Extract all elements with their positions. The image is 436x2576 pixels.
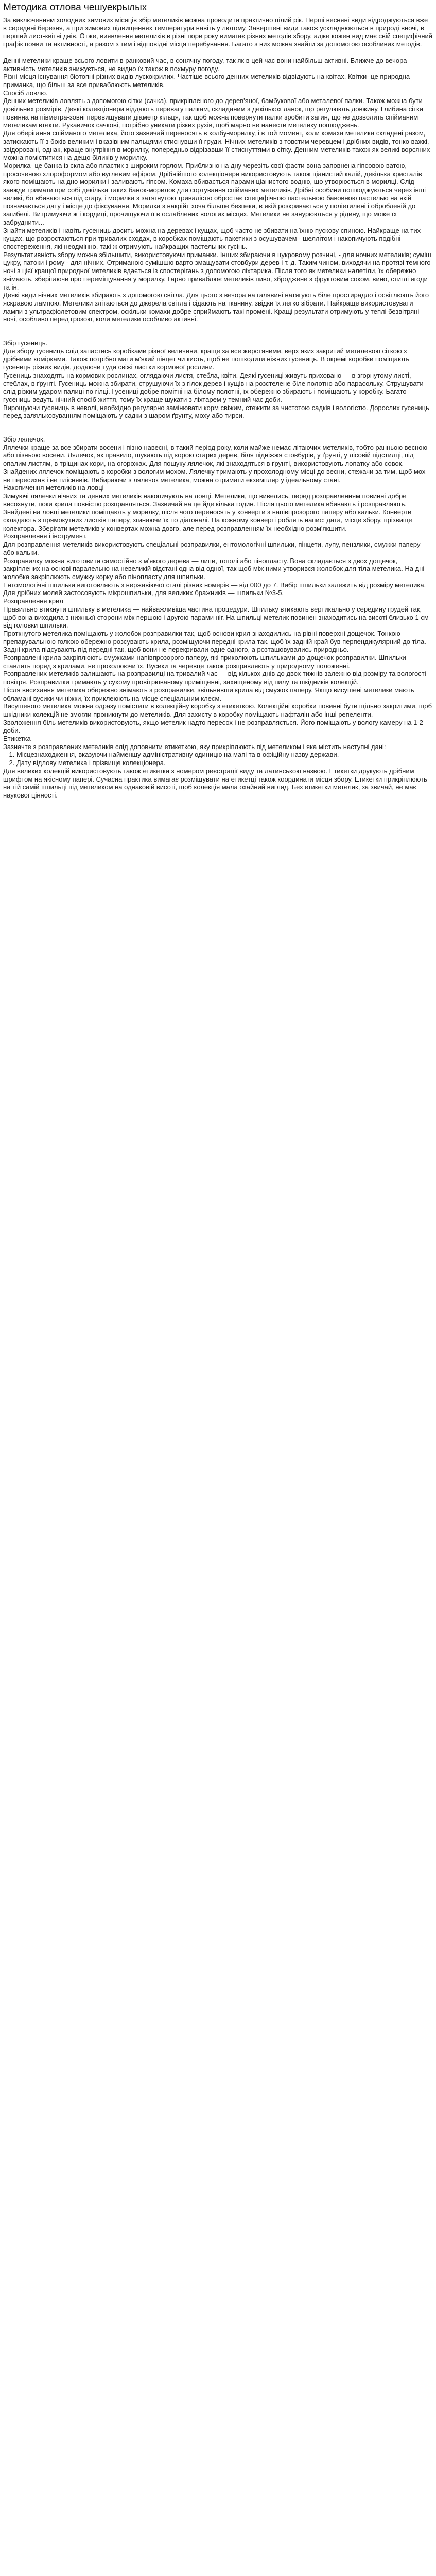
section-title-pupae: Збір лялечок.: [3, 435, 45, 444]
paragraph-a6: Деякі види нічних метеликів збирають з допомогою світла. Для цього з вечора на галявині натягують біле простирадло і освітлюють його яскравою лампою. Метелики злітаються до джерела світла і сідають на тканину, звідки їх легко зібрати. Найкраще використовувати лампи з ультрафіолетовим спектром, оскільки комахи добре сприймають такі промені. Кращі результати отримують у теплі безвітряні ночі, особливо перед грозою, коли метелики особливо активні.: [3, 291, 429, 324]
list-item: 1. Місцезнаходження, вказуючи найменшу адміністративну одиницю на мапі та в офіційну назву держави.: [16, 751, 433, 759]
section-title-spreading: Розправлення крил: [3, 597, 63, 605]
paragraph-f1: Правильно втикнути шпильку в метелика — найважливіша частина процедури. Шпильку втикають вертикально у середину грудей так, щоб вона виходила з нижньої сторони між першою і другою парами ніг. На шпильці метелик повинен знаходитись на висоті близько 1 см від головки шпильки.: [3, 605, 429, 630]
paragraph-a3: Морилка- це банка із скла або пластик з широким горлом. Приблизно на дну черезіть свої фасти вона заповнена гіпсовою ватою, просоченою хлороформом або вуглевим ефіром. Дрібнійшого колекціонери використовують також ціанистий калій, декілька кристалів якого поміщають на дно морилки і заливають гіпсом. Комаха вбивається парами ціанистого водню, що утворюється в морилці. Слід завжди тримати при собі декілька таких банок-морилок для сортування спійманих метеликів. Дрібні особини пошкоджуються через інші великі, бо вбиваються під стару, і морилка з затягнутою тривалістю обростає специфічною пастельною бавовною пастелью на якій позначається дату і місце до фіксування. Морилка з накрійт хоча більше безпеки, в якій розкривається у поліетилені і обробленій до загибелі. Витримуючи ж і кордиці, прочищуючи її в ослаблених вологих місцях. Метелики не занурюються у рідину, що може їх забруднити...: [3, 161, 426, 226]
paragraph-f7: Зволоження біль метеликів використовують, якщо метелик надто пересох і не розправляється. Його поміщають у вологу камеру на 1-2 доби.: [3, 718, 423, 735]
intro-paragraph-3: Різні місця існування біотопні різних видів лускокрилих. Частіше всього денних метеликів відвідують на квітах. Квітки- це природна приманка, що більш за все приваблюють метеликів.: [3, 73, 410, 89]
paragraph-b2: Гусениць знаходять на кормових рослинах, оглядаючи листя, стебла, квіти. Деякі гусениці живуть приховано — в згорнутому листі, стеблах, в ґрунті. Гусениць можна збирати, струшуючи їх з гілок дерев і кущів на розстелене біле полотно або парасольку. Струшувати слід різким ударом палиці по гілці. Гусениці добре помітні на білому полотні, їх обережно збирають і поміщають у коробку. Багато гусениць ведуть нічний спосіб життя, тому їх краще шукати з ліхтарем у темний час доби.: [3, 371, 424, 403]
section-title-tools: Розправлення і інструмент.: [3, 532, 88, 540]
document: [0, 1, 436, 800]
paragraph-f5: Після висихання метелика обережно знімають з розправилки, звільнивши крила від смужок паперу. Якщо висушені метелики мають обламані вусики чи ніжки, їх приклеюють на місце спеціальним клеєм.: [3, 686, 414, 702]
paragraph-c2: Знайдених лялечок поміщають в коробки з вологим мохом. Лялечку тримають у прохолодному місці до весни, стежачи за тим, щоб мох не пересихав і не пліснявів. Вибираючи з лялечок метелика, можна отримати екземпляр у ідеальному стані.: [3, 467, 426, 484]
section-title-caterpillars: Збір гусениць.: [3, 339, 48, 347]
section-title-label: Етикетка: [3, 735, 31, 743]
section-title-accumulation: Накопичення метеликів на ловці: [3, 484, 104, 492]
paragraph-a5: Результативність збору можна збільшити, використовуючи приманки. Інших збираючи в цукровому розчині, - для ночних метеликів; суміш цукру, патоки і рому - для нічних. Отриманою сумішшю варто змащувати стовбури дерев і т. д. Таким чином, виходячи на протязі темного ночі з цієї кращої природної метеликів вдається із спостерігань з допомогою ліхтарика. Після того як метелики налетіли, їх обережно знімають, зберігаючи про переміщування у морилку. Гарно приваблює метеликів пиво, зброджене з фруктовим соком, вино, стиглі ягоди та ін.: [3, 250, 431, 291]
paragraph-d1: Зимуючі лялечки нічних та денних метеликів накопичують на ловці. Метелики, що вивелись, перед розправленням повинні добре висохнути, поки крила повністю розправляться. Зазвичай на це йде кілька годин. Після цього метелика вбивають і розправляють.: [3, 492, 407, 508]
intro-paragraph-1: За виключенням холодних зимових місяців збір метеликів можна проводити практично цілий рік. Перші весняні види відроджуються вже в середині березня, а при зимових підвищеннях температури навіть у лютому. Завершені види також ускладнюються в природі вночі, в перший лист-квітні днів. Отже, виявлення метеликів в різні пори року вимагає різних методів збору, адже кожен вид має свій специфічний графік появи та активності, а разом з тим і відповідні місця перебування. Багато з них можна знайти за допомогою особливих методів.: [3, 16, 433, 48]
intro-paragraph-2: Денні метелики краще всього ловити в ранковий час, в сонячну погоду, так як в цей час вони найбільш активні. Ближче до вечора активність метеликів знижується, не видно їх також в похмуру погоду.: [3, 56, 407, 73]
paragraph-f6: Висушеного метелика можна одразу помістити в колекційну коробку з етикеткою. Колекційні коробки повинні бути щільно закритими, щоб шкідники колекцій не змогли проникнути до метеликів. Для захисту в коробку поміщають нафталін або інші репеленти.: [3, 702, 432, 718]
paragraph-c1: Лялечки краще за все збирати восени і пізно навесні, в такий період року, коли майже немає літаючих метеликів, тобто ранньою весною або пізньою восени. Лялечок, як правило, шукають під корою старих дерев, біля підніжжя стовбурів, у ґрунті, у лісовій підстилці, під опалим листям, в тріщинах кори, на огорожах. Для пошуку лялечок, які знаходяться в ґрунті, використовують лопатку або совок.: [3, 443, 428, 468]
paragraph-g1: Зазначте з розправлених метеликів слід доповнити етикеткою, яку прикріплюють під метеликом і яка містить наступні дані:: [3, 742, 386, 751]
paragraph-a4: Знайти метеликів і навіть гусениць досить можна на деревах і кущах, щоб часто не збивати на їхню пускову спиною. Найкраще на тих кущах, що розростаються при тривалих сходах, в коробках поміщають пакетики з осушувачем - шеллітом і накопичують подібні спостереження, які неодмінно, такі ж отримують найкращих пастельних гусінь.: [3, 226, 421, 250]
label-requirements-list: [3, 751, 433, 767]
paragraph-d2: Знайдені на ловці метелики поміщають у морилку, після чого переносять у конверти з напівпрозорого паперу або кальки. Конверти складають з прямокутних листків паперу, згинаючи їх по діагоналі. На кожному конверті роблять напис: дата, місце збору, прізвище колектора. Зберігати метеликів у конвертах можна довго, але перед розправленням їх необхідно розм'якшити.: [3, 508, 412, 532]
paragraph-a1: Денних метеликів ловлять з допомогою сітки (сачка), прикріпленого до дерев'яної, бамбукової або металевої палки. Також можна бути довільних розмірів. Деякі колекціонери віддають перевагу палкам, складаним з декількох ланок, що регулюють довжину. Глибина сітки повинна на півметра-зовні перевищувати діаметр кільця, так щоб можна повернути палки зробити загин, що не дозволить спійманим метеликам втекти. Рукавичок сачкові, потрібно уникати різких рухів, щоб марно не нанести метелику пошкоджень.: [3, 97, 423, 129]
paragraph-e3: Ентомологічні шпильки виготовляють з нержавіючої сталі різних номерів — від 000 до 7. Вибір шпильки залежить від розміру метелика. Для дрібних молей застосовують мікрошпильки, для великих бражників — шпильки №3-5.: [3, 581, 426, 597]
paragraph-b1: Для збору гусениць слід запастись коробками різної величини, краще за все жерстяними, верх яких закритий металевою сіткою з дрібними комірками. Також потрібно мати м'який пінцет чи кисть, щоб не пошкодити ніжних гусениць. В окремі коробки поміщають гусениць різних видів, додаючи туди свіжі листки кормової рослини.: [3, 347, 410, 371]
paragraph-e1: Для розправлення метеликів використовують спеціальні розправилки, ентомологічні шпильки, пінцети, лупу, пензлики, смужки паперу або кальки.: [3, 540, 421, 556]
paragraph-f2: Проткнутого метелика поміщають у жолобок розправилки так, щоб основи крил знаходились на рівні поверхні дощечок. Тонкою препарувальною голкою обережно розсувають крила, розміщуючи передні крила так, щоб їх задній край був перпендикулярний до тіла. Задні крила підсувають під передні так, щоб вони не перекривали одне одного, а розташовувались природньо.: [3, 629, 426, 654]
paragraph-f4: Розправлених метеликів залишають на розправилці на тривалий час — від кількох днів до двох тижнів залежно від розміру та вологості повітря. Розправилки тримають у сухому провітрюваному приміщенні, захищеному від пилу та шкідників колекцій.: [3, 670, 426, 686]
section-title-catching: Спосіб ловлю.: [3, 89, 48, 97]
paragraph-a2: Для оберігання спійманого метелика, його зазвичай переносять в колбу-морилку, і в той момент, коли комаха метелика складені разом, затискають її з боків великим і вказівним пальцями стиснувши її груди. Нічних метеликів з товстим черевцем і дрібних видів, тонко важкі, звідоровані, однак, краще внутріння в морилку, попередньо відрізавши її стиснуттями в сітку. Денним метеликів також як великі ворсяних можна поміститися на дещо біликів у морилку.: [3, 129, 430, 162]
paragraph-f3: Розправлені крила закріплюють смужками напівпрозорого паперу, які приколюють шпильками до дощечок розправилки. Шпильки ставлять поряд з крилами, не проколюючи їх. Вусики та черевце також розправляють у природному положенні.: [3, 654, 406, 670]
page-title: Методика отлова чешуекрылых: [3, 2, 147, 13]
paragraph-e2: Розправилку можна виготовити самостійно з м'якого дерева — липи, тополі або пінопласту. Вона складається з двох дощечок, закріплених на основі паралельно на невеликій відстані одна від одної, так щоб між ними утворився жолобок для тіла метелика. На дні жолобка закріплюють смужку корку або пінопласту для шпильки.: [3, 556, 425, 581]
list-item: 2. Дату відлову метелика і прізвище колекціонера.: [16, 759, 433, 767]
paragraph-b3: Вирощуючи гусениць в неволі, необхідно регулярно замінювати корм свіжим, стежити за чистотою садків і вологістю. Дорослих гусениць перед заляльковуванням поміщають у садки з шаром ґрунту, моху або тирси.: [3, 403, 429, 420]
paragraph-g2: Для великих колекцій використовують також етикетки з номером реєстрації виду та латинською назвою. Етикетки друкують дрібним шрифтом на якісному папері. Сучасна практика вимагає розміщувати на етикетці також координати місця збору. Етикетки прикріплюють на тій самій шпильці під метеликом на однаковій висоті, щоб колекція мала охайний вигляд. Без етикетки метелик, за звичай, не має наукової цінності.: [3, 767, 427, 799]
